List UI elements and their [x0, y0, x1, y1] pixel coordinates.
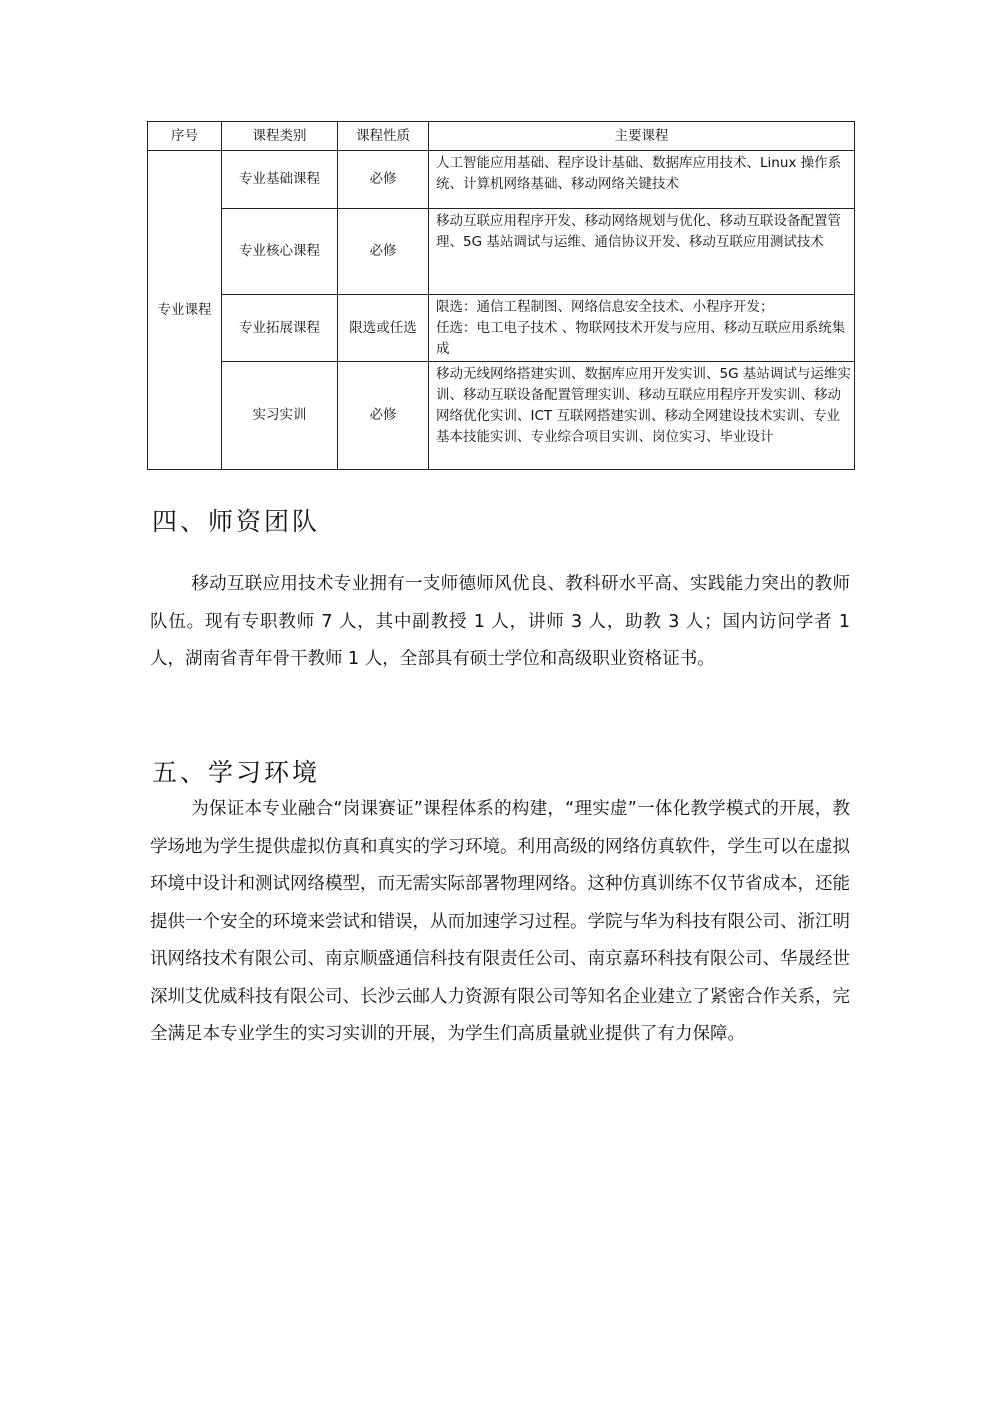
nature-cell: 限选或任选 — [338, 295, 429, 362]
courses-cell — [429, 151, 855, 209]
section-4-paragraph — [150, 566, 850, 679]
category-cell: 专业核心课程 — [222, 209, 338, 295]
table-row — [148, 209, 855, 295]
section-5-text: 为保证本专业融合“岗课赛证”课程体系的构建，“理实虚”一体化教学模式的开展，教学场地为学生提供虚拟仿真和真实的学习环境。利用高级的网络仿真软件，学生可以在虚拟环境中设计和测试网络模型，而无需实际部署物理网络。这种仿真训练不仅节省成本，还能提供一个安全的环境来尝试和错误，从而加速学习过程。学院与华为科技有限公司、浙江明讯网络技术有限公司、南京顺盛通信科技有限责任公司、南京嘉环科技有限公司、华晟经世深圳艾优威科技有限公司、长沙云邮人力资源有限公司等知名企业建立了紧密合作关系，完全满足本专业学生的实习实训的开展，为学生们高质量就业提供了有力保障。 — [150, 799, 850, 1044]
header-nature: 课程性质 — [338, 122, 429, 151]
courses-line: 人工智能应用基础、程序设计基础、数据库应用技术、Linux 操作系统、计算机网络基础、移动网络关键技术 — [436, 155, 842, 192]
section-4-heading: 四、师资团队 — [152, 507, 321, 536]
courses-line: 任选：电工电子技术 、物联网技术开发与应用、移动互联应用系统集成 — [436, 320, 846, 357]
nature-cell: 必修 — [338, 151, 429, 209]
section-5-heading: 五、学习环境 — [152, 758, 321, 787]
header-category: 课程类别 — [222, 122, 338, 151]
curriculum-table — [147, 121, 855, 470]
table-header-row — [148, 122, 855, 151]
courses-cell — [429, 362, 855, 470]
courses-line: 限选：通信工程制图、网络信息安全技术、小程序开发； — [436, 299, 774, 315]
table-row — [148, 151, 855, 209]
header-main-courses: 主要课程 — [429, 122, 855, 151]
table-row — [148, 362, 855, 470]
nature-cell: 必修 — [338, 209, 429, 295]
nature-cell: 必修 — [338, 362, 429, 470]
category-cell: 专业拓展课程 — [222, 295, 338, 362]
section-4-text: 移动互联应用技术专业拥有一支师德师风优良、教科研水平高、实践能力突出的教师队伍。现有专职教师 7 人，其中副教授 1 人，讲师 3 人，助教 3 人；国内访问学者 1 人，湖南省青年骨干教师 1 人，全部具有硕士学位和高级职业资格证书。 — [150, 574, 850, 669]
table-row — [148, 295, 855, 362]
courses-line: 移动互联应用程序开发、移动网络规划与优化、移动互联设备配置管理、5G 基站调试与运维、通信协议开发、移动互联应用测试技术 — [436, 213, 841, 250]
section-5-paragraph — [150, 791, 850, 1054]
courses-cell — [429, 209, 855, 295]
category-cell: 专业基础课程 — [222, 151, 338, 209]
courses-cell — [429, 295, 855, 362]
header-index: 序号 — [148, 122, 222, 151]
category-cell: 实习实训 — [222, 362, 338, 470]
group-label-cell: 专业课程 — [148, 151, 222, 470]
courses-line: 移动无线网络搭建实训、数据库应用开发实训、5G 基站调试与运维实训、移动互联设备配置管理实训、移动互联应用程序开发实训、移动网络优化实训、ICT 互联网搭建实训、移动全网建设技术实训、专业基本技能实训、专业综合项目实训、岗位实习、毕业设计 — [436, 366, 851, 445]
